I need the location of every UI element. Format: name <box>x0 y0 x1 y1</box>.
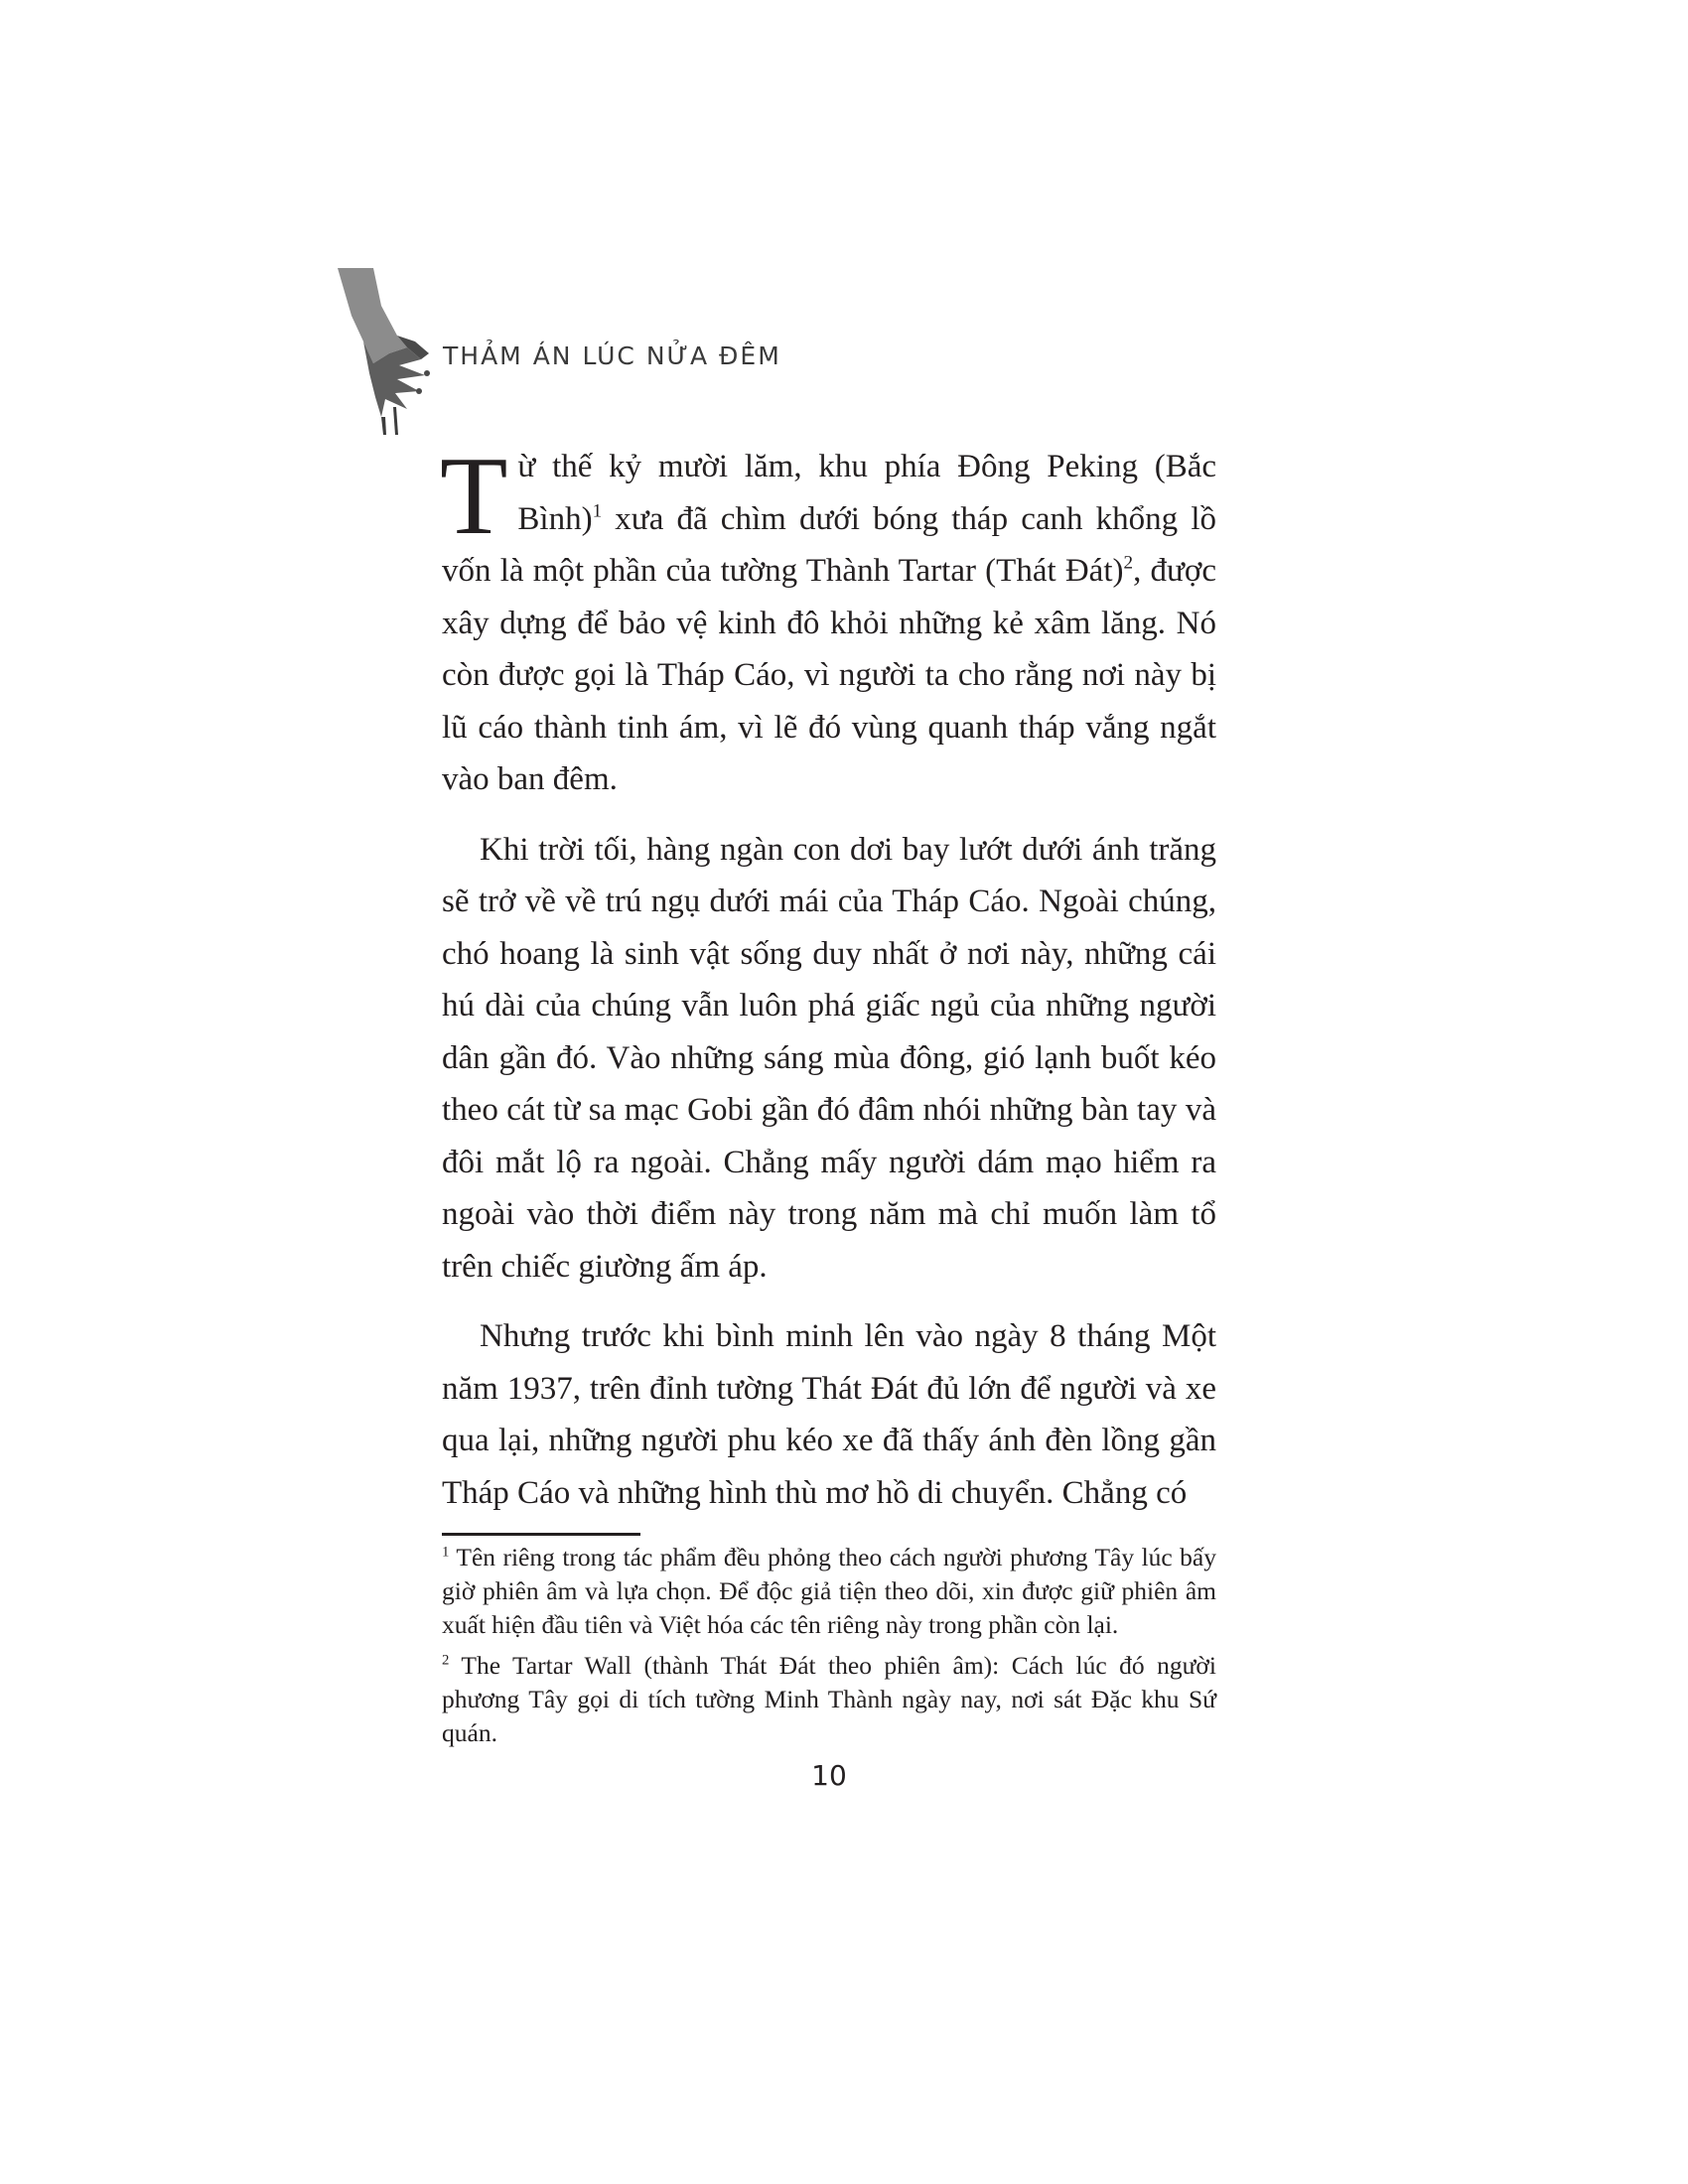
paragraph-1-part-b: xưa đã chìm dưới bóng tháp canh khổng lồ vốn là một phần của tường Thành Tartar (Thát Đát) <box>442 500 1216 589</box>
paragraph-1-part-a: ừ thế kỷ mười lăm, khu phía Đông Peking (Bắc Bình) <box>517 449 1216 537</box>
footnotes <box>442 1541 1216 1750</box>
footnote-ref-2: 2 <box>1123 552 1134 574</box>
hand-icon <box>338 268 437 437</box>
footnote-2-mark: 2 <box>442 1652 450 1669</box>
footnote-divider <box>442 1533 640 1536</box>
footnote-2-text: The Tartar Wall (thành Thát Đát theo phiên âm): Cách lúc đó người phương Tây gọi di tích tường Minh Thành ngày nay, nơi sát Đặc khu Sứ quán. <box>442 1651 1216 1747</box>
drop-cap: T <box>440 435 508 558</box>
paragraph-1-part-c: , được xây dựng để bảo vệ kinh đô khỏi những kẻ xâm lăng. Nó còn được gọi là Tháp Cáo, vì người ta cho rằng nơi này bị lũ cáo thành tinh ám, vì lẽ đó vùng quanh tháp vắng ngắt vào ban đêm. <box>442 553 1217 797</box>
footnote-ref-1: 1 <box>592 500 603 522</box>
footnote-2 <box>442 1649 1216 1750</box>
main-text <box>440 435 1217 1519</box>
page-number: 10 <box>811 1759 847 1792</box>
footnote-1 <box>442 1541 1216 1642</box>
footnote-1-mark: 1 <box>442 1544 450 1561</box>
running-head-title: THẢM ÁN LÚC NỬA ĐÊM <box>443 341 781 370</box>
paragraph-1 <box>440 435 1217 806</box>
footnote-1-text: Tên riêng trong tác phẩm đều phỏng theo cách người phương Tây lúc bấy giờ phiên âm và lựa chọn. Để độc giả tiện theo dõi, xin được giữ phiên âm xuất hiện đầu tiên và Việt hóa các tên riêng này trong phần còn lại. <box>442 1543 1216 1639</box>
paragraph-3: Nhưng trước khi bình minh lên vào ngày 8 tháng Một năm 1937, trên đỉnh tường Thát Đát đủ lớn để người và xe qua lại, những người phu kéo xe đã thấy ánh đèn lồng gần Tháp Cáo và những hình thù mơ hồ di chuyển. Chẳng có <box>442 1318 1216 1511</box>
paragraph-2: Khi trời tối, hàng ngàn con dơi bay lướt dưới ánh trăng sẽ trở về về trú ngụ dưới mái của Tháp Cáo. Ngoài chúng, chó hoang là sinh vật sống duy nhất ở nơi này, những cái hú dài của chúng vẫn luôn phá giấc ngủ của những người dân gần đó. Vào những sáng mùa đông, gió lạnh buốt kéo theo cát từ sa mạc Gobi gần đó đâm nhói những bàn tay và đôi mắt lộ ra ngoài. Chẳng mấy người dám mạo hiểm ra ngoài vào thời điểm này trong năm mà chỉ muốn làm tổ trên chiếc giường ấm áp. <box>442 831 1216 1285</box>
